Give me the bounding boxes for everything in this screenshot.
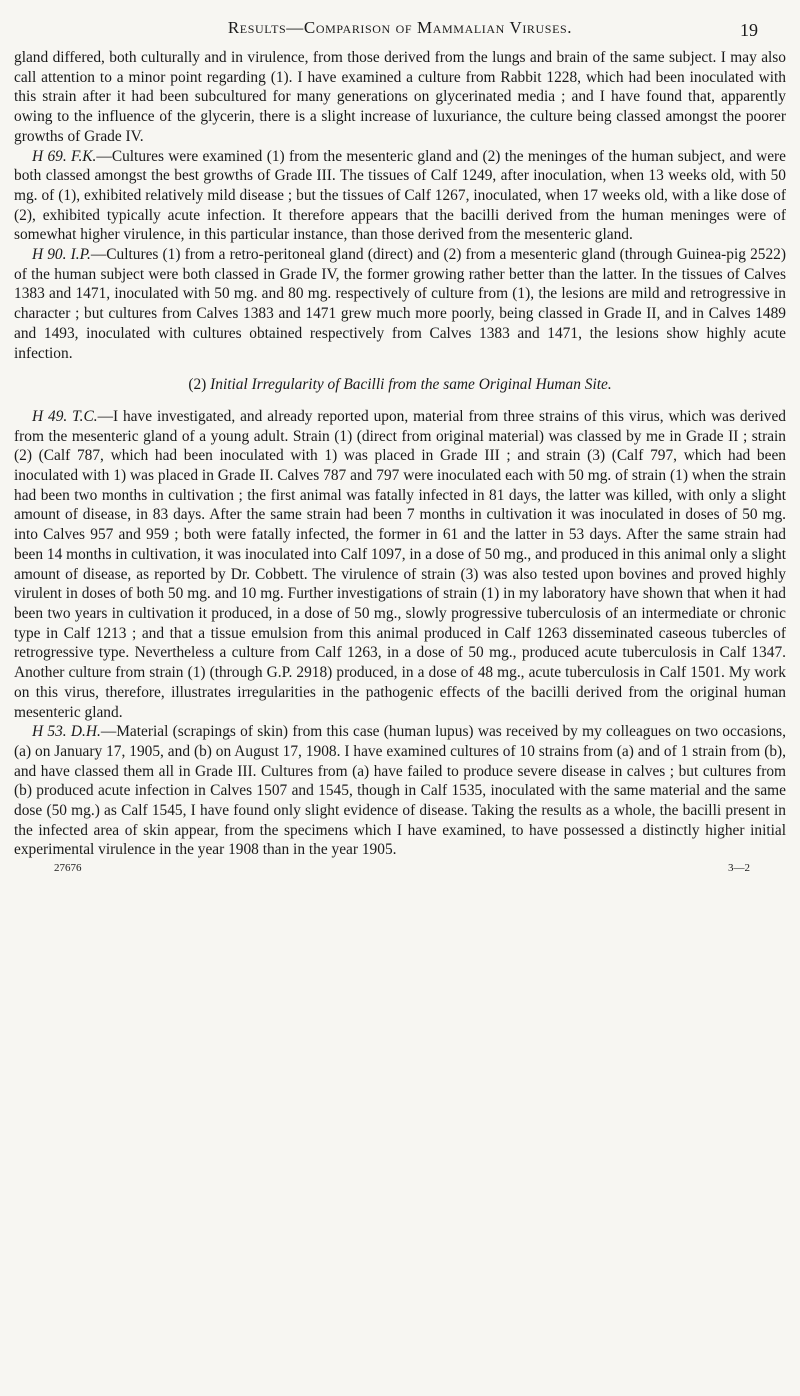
case-reference-h69: H 69. F.K. xyxy=(32,147,97,165)
paragraph-h90-text: —Cultures (1) from a retro-peritoneal gland (direct) and (2) from a mesenteric gland (through Guinea-pig 2522) of the human subject were both classed in Grade IV, the former growing rather better than the latter. In the tissues of Calves 1383 and 1471, inoculated with 50 mg. and 80 mg. respectively of culture from (1), the lesions are mild and retrogressive in character ; but cultures from Calves 1383 and 1471 grew much more poorly, being classed in Grade II, and in Calves 1489 and 1493, inoculated with cultures obtained respectively from Calves 1383 and 1471, the lesions show highly acute infection. xyxy=(14,246,786,362)
paragraph-h53 xyxy=(14,722,786,860)
case-reference-h49: H 49. T.C. xyxy=(32,407,98,425)
paragraph-h49-text: —I have investigated, and already reported upon, material from three strains of this virus, which was derived from the mesenteric gland of a young adult. Strain (1) (direct from original material) was classed by me in Grade II ; strain (2) (Calf 787, which had been inoculated with 1) was placed in Grade III ; and strain (3) (Calf 797, which had been inoculated with 1) was placed in Grade II. Calves 787 and 797 were inoculated each with 50 mg. of strain (1) when the strain had been two months in cultivation ; the first animal was fatally infected in 81 days, the latter was killed, with only a slight amount of disease, in 83 days. After the same strain had been 7 months in cultivation it was inoculated in doses of 50 mg. into Calves 957 and 959 ; both were fatally infected, the former in 61 and the latter in 53 days. After the same strain had been 14 months in cultivation, it was inoculated into Calf 1097, in a dose of 50 mg., and produced in this animal only a slight amount of disease, as reported by Dr. Cobbett. The virulence of strain (3) was also tested upon bovines and proved highly virulent in doses of both 50 mg. and 10 mg. Further investigations of strain (1) in my laboratory have shown that when it had been two years in cultivation it produced, in a dose of 50 mg., slowly progressive tuberculosis of an intermediate or chronic type in Calf 1213 ; and that a tissue emulsion from this animal produced in Calf 1263 disseminated caseous tubercles of retrogressive type. Nevertheless a culture from Calf 1263, in a dose of 50 mg., produced acute tuberculosis in Calf 1347. Another culture from strain (1) (through G.P. 2918) produced, in a dose of 48 mg., acute tuberculosis in Calf 1501. My work on this virus, therefore, illustrates irregularities in the pathogenic effects of the bacilli derived from the original human mesenteric gland. xyxy=(14,407,786,721)
body-text xyxy=(14,48,786,860)
subheading-title: Initial Irregularity of Bacilli from the same Original Human Site. xyxy=(210,376,612,394)
page-number: 19 xyxy=(740,20,758,40)
section-subheading xyxy=(14,375,786,395)
paragraph-h69-text: —Cultures were examined (1) from the mesenteric gland and (2) the meninges of the human subject, and were both classed amongst the best growths of Grade III. The tissues of Calf 1249, after inoculation, when 13 weeks old, with 50 mg. of (1), exhibited relatively mild disease ; but the tissues of Calf 1267, inoculated, when 17 weeks old, with a like dose of (2), exhibited typically acute infection. It therefore appears that the bacilli derived from the human meninges were of somewhat higher virulence, in this particular instance, than those derived from the mesenteric gland. xyxy=(14,147,786,244)
case-reference-h90: H 90. I.P. xyxy=(32,246,91,264)
print-code: 27676 xyxy=(54,862,82,875)
page-header xyxy=(14,8,786,48)
running-head: Results—Comparison of Mammalian Viruses. xyxy=(227,18,573,37)
page-footer xyxy=(14,862,786,884)
subheading-number: (2) xyxy=(188,376,207,394)
paragraph-continuation: gland differed, both culturally and in virulence, from those derived from the lungs and brain of the same subject. I may also call attention to a minor point regarding (1). I have examined a culture from Rabbit 1228, which had been inoculated with this strain after it had been subcultured for many generations on glycerinated media ; and I have found that, apparently owing to the influence of the glycerin, there is a slight increase of luxuriance, the culture being classed amongst the poorer growths of Grade IV. xyxy=(14,49,786,145)
paragraph-h49 xyxy=(14,407,786,722)
paragraph-h90 xyxy=(14,245,786,363)
paragraph-h69 xyxy=(14,147,786,246)
case-reference-h53: H 53. D.H. xyxy=(32,723,101,741)
signature-mark: 3—2 xyxy=(728,862,750,875)
paragraph-h53-text: —Material (scrapings of skin) from this case (human lupus) was received by my colleagues on two occasions, (a) on January 17, 1905, and (b) on August 17, 1908. I have examined cultures of 10 strains from (a) and of 1 strain from (b), and have classed them all in Grade III. Cultures from (a) have failed to produce severe disease in calves ; but cultures from (b) produced acute infection in Calves 1507 and 1545, though in Calf 1535, inoculated with the same material and the same dose (50 mg.) as Calf 1545, I have found only slight evidence of disease. Taking the results as a whole, the bacilli present in the infected area of skin appear, from the specimens which I have examined, to have possessed a distinctly higher initial experimental virulence in the year 1908 than in the year 1905. xyxy=(14,723,786,859)
document-page xyxy=(14,8,786,884)
